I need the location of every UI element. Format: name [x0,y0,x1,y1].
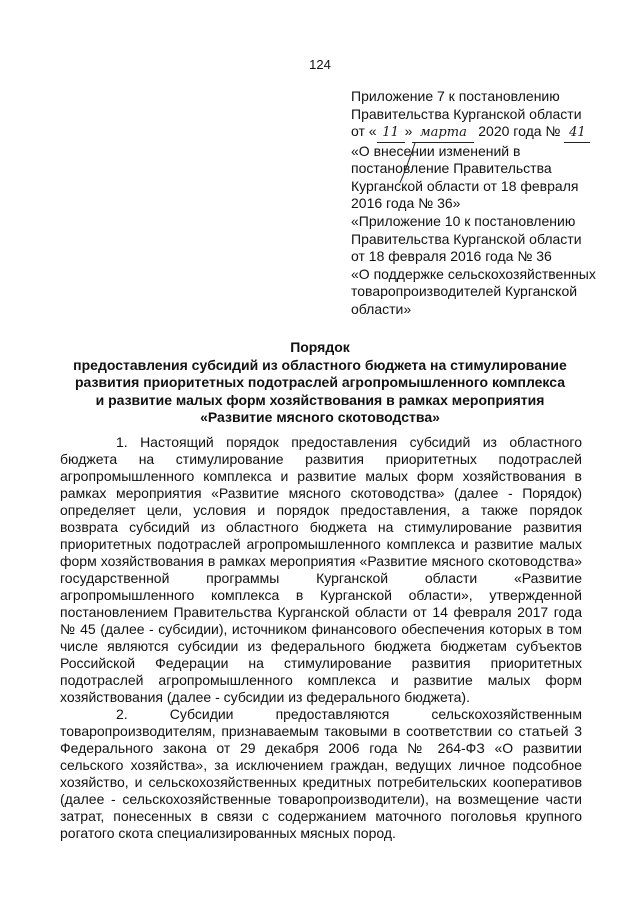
appendix-10-line-4: «О поддержке сельскохозяйственных [351,265,596,282]
appendix-7-line-4: «О внесении изменений в [351,142,521,159]
appendix-7-line-1: Приложение 7 к постановлению [351,88,560,104]
appendix-7-header [351,88,611,213]
date-separator: » [404,123,413,139]
appendix-10-line-3: от 18 февраля 2016 года № 36 [351,248,552,264]
handwritten-month: марта [412,124,474,143]
paragraph-1: 1. Настоящий порядок предоставления субсидий из областного бюджета на стимулирование развития приоритетных подотраслей агропромышленного комплекса и развитие малых форм хозяйствования в рамках мероприятия «Развитие мясного скотоводства» (далее - Порядок) определяет цели, условия и порядок предоставления, а также порядок возврата субсидий из областного бюджета на стимулирование развития приоритетных подотраслей агропромышленного комплекса и развитие малых форм хозяйствования в рамках мероприятия «Развитие мясного скотоводства» государственной программы Курганской области «Развитие агропромышленного комплекса в Курганской области», утвержденной постановлением Правительства Курганской области от 14 февраля 2017 года № 45 (далее - субсидии), источником финансового обеспечения которых в том числе являются субсидии из федерального бюджета бюджетам субъектов Российской Федерации на стимулирование развития приоритетных подотраслей агропромышленного комплекса и развитие малых форм хозяйствования (далее - субсидии из федерального бюджета). [60,434,582,705]
appendix-10-line-1: «Приложение 10 к постановлению [351,213,576,229]
title-line-1: Порядок [290,339,350,355]
appendix-10-line-2: Правительства Курганской области [351,230,582,247]
appendix-7-line-5: постановление Правительства [351,160,552,176]
title-line-4: и развитие малых форм хозяйствования в рамках мероприятия [95,391,545,408]
appendix-10-line-6: области» [351,300,412,317]
handwritten-day: 11 [377,124,405,143]
date-prefix: от « [351,123,377,139]
page-number: 124 [309,57,331,72]
handwritten-number: 41 [564,124,590,143]
year-number-text: 2020 года № [478,123,561,139]
paragraph-2: 2. Субсидии предоставляются сельскохозяйственным товаропроизводителям, признаваемым таковыми в соответствии со статьей 3 Федерального закона от 29 декабря 2006 года № 264-ФЗ «О развитии сельского хозяйства», за исключением граждан, ведущих личное подсобное хозяйство, и сельскохозяйственных кредитных потребительских кооперативов (далее - сельскохозяйственные товаропроизводители), на возмещение части затрат, понесенных в связи с содержанием маточного поголовья крупного рогатого скота специализированных мясных пород. [60,706,582,841]
handwritten-stroke [398,141,418,185]
appendix-7-line-2: Правительства Курганской области [351,105,582,122]
document-body [60,434,582,842]
title-line-3: развития приоритетных подотраслей агропромышленного комплекса [75,374,565,390]
title-line-2: предоставления субсидий из областного бюджета на стимулирование [73,356,567,373]
document-title [60,339,580,427]
appendix-7-line-7: 2016 года № 36» [351,195,461,211]
appendix-7-line-6: Курганской области от 18 февраля [351,177,579,194]
appendix-7-date-line [351,123,611,143]
title-line-5: «Развитие мясного скотоводства» [200,409,440,425]
appendix-10-header [351,213,611,318]
appendix-10-line-5: товаропроизводителей Курганской [351,283,578,299]
